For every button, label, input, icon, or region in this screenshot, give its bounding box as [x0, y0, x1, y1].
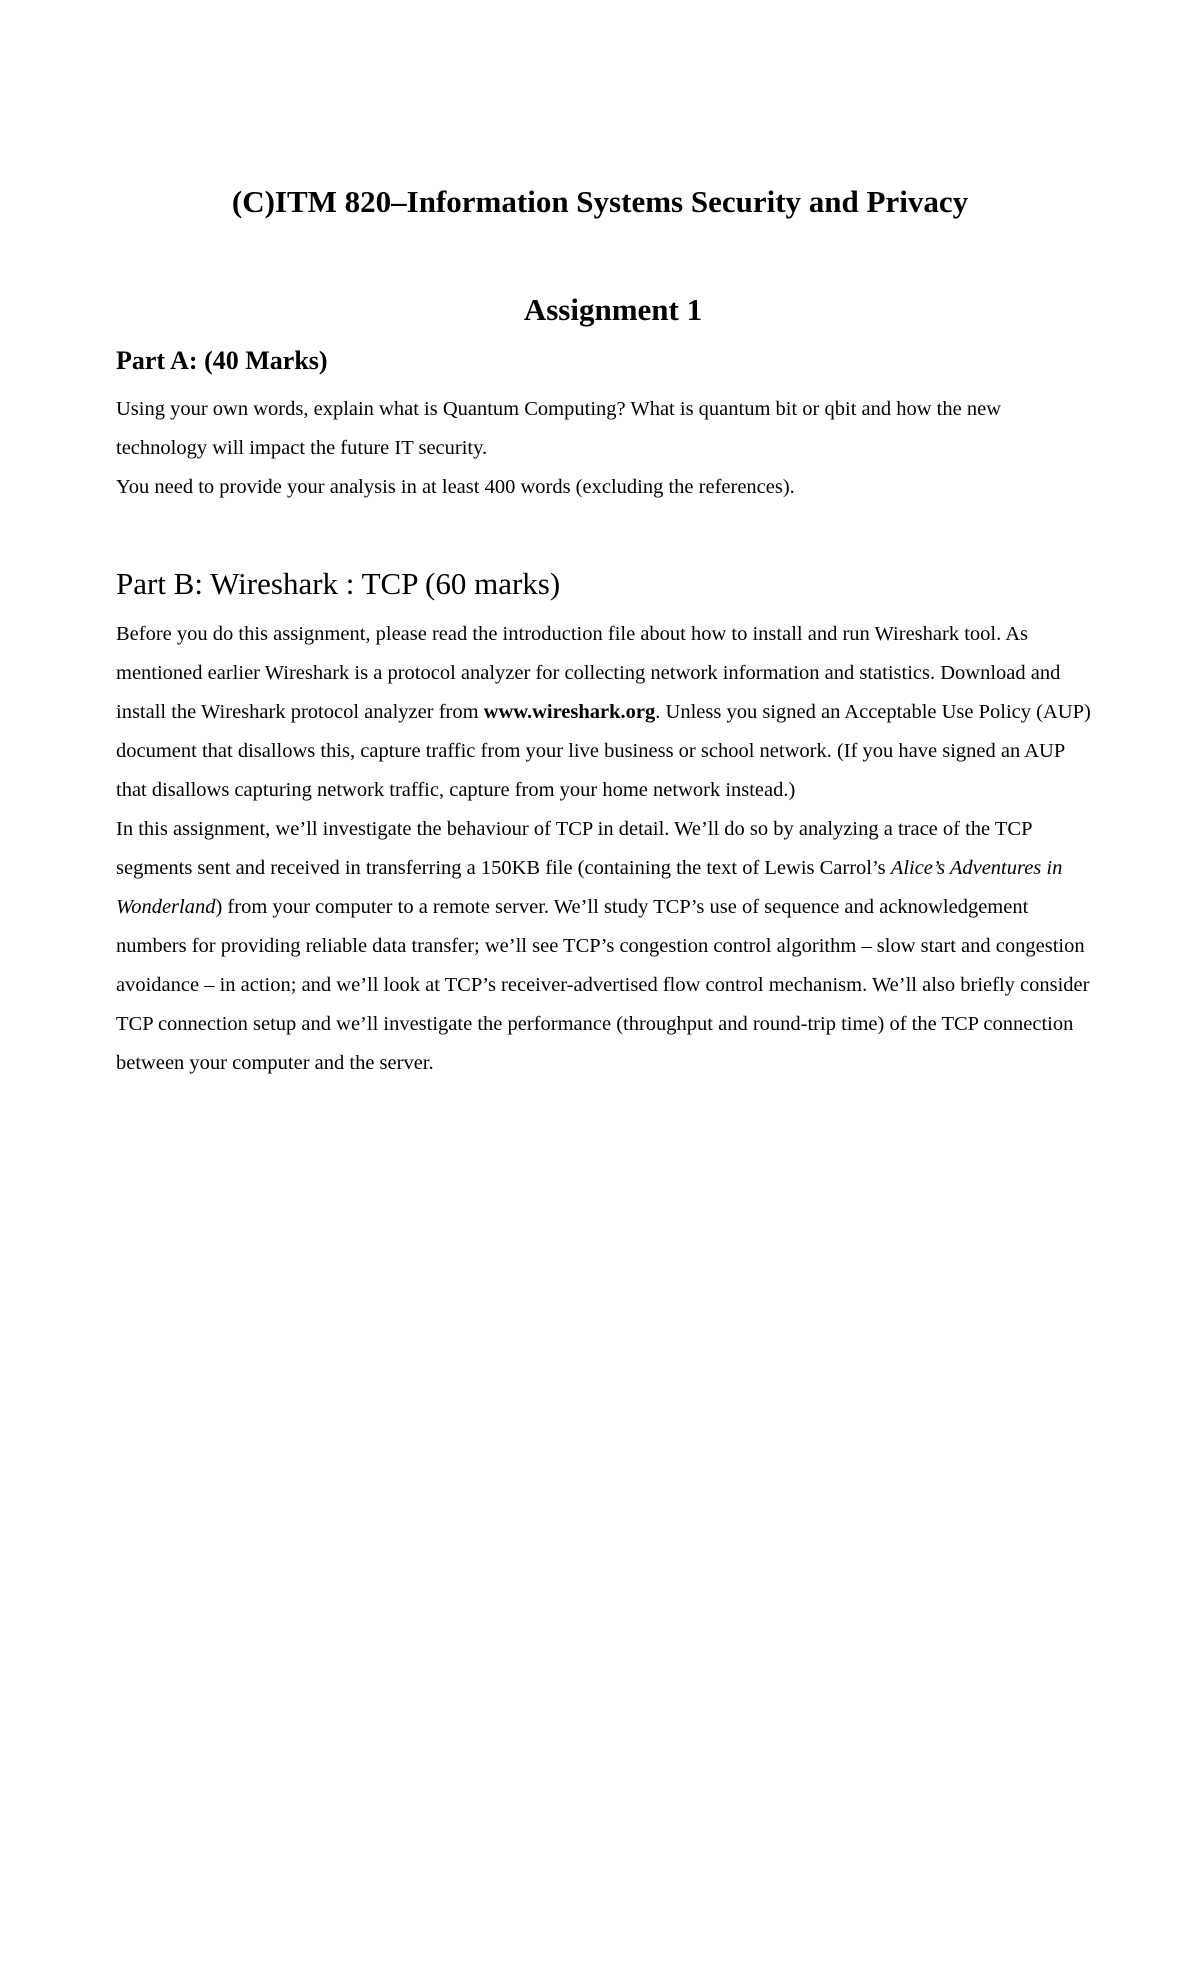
assignment-title: Assignment 1 [523, 292, 703, 327]
part-b-paragraph-2 [116, 810, 1096, 1083]
part-a-paragraph-2: You need to provide your analysis in at least 400 words (excluding the references). [116, 476, 795, 498]
part-b-body [116, 615, 1096, 1083]
wireshark-website-link: www.wireshark.org [483, 701, 656, 723]
part-b-paragraph-2-text-end: ) from your computer to a remote server. We’ll study TCP’s use of sequence and acknowledgement numbers for providing reliable data transfer; we’ll see TCP’s congestion control algorithm – slow start and congestion avoidance – in action; and we’ll look at TCP’s receiver-advertised flow control mechanism. We’ll also briefly consider TCP connection setup and we’ll investigate the performance (throughput and round-trip time) of the TCP connection between your computer and the server. [116, 896, 1090, 1074]
part-a-heading: Part A: (40 Marks) [116, 346, 328, 375]
course-title: (C)ITM 820–Information Systems Security and Privacy [231, 184, 969, 219]
part-b-paragraph-1-text-end: . Unless you signed an Acceptable Use Policy (AUP) document that disallows this, capture traffic from your live business or school network. (If you have signed an AUP that disallows capturing network traffic, capture from your home network instead.) [116, 701, 1091, 801]
book-title: Alice’s Adventures in Wonderland [116, 857, 1063, 918]
part-b-heading: Part B: Wireshark : TCP (60 marks) [116, 566, 561, 601]
part-a-body [116, 390, 1096, 507]
part-b-paragraph-1 [116, 615, 1096, 810]
part-a-paragraph-1: Using your own words, explain what is Quantum Computing? What is quantum bit or qbit and how the new technology will impact the future IT security. [116, 398, 1002, 459]
part-b-paragraph-1-text-start: Before you do this assignment, please read the introduction file about how to install and run Wireshark tool. As mentioned earlier Wireshark is a protocol analyzer for collecting network information and statistics. Download and install the Wireshark protocol analyzer from [116, 623, 1061, 723]
part-b-paragraph-2-text-start: In this assignment, we’ll investigate the behaviour of TCP in detail. We’ll do so by analyzing a trace of the TCP segments sent and received in transferring a 150KB file (containing the text of Lewis Carrol’s [116, 818, 1032, 879]
